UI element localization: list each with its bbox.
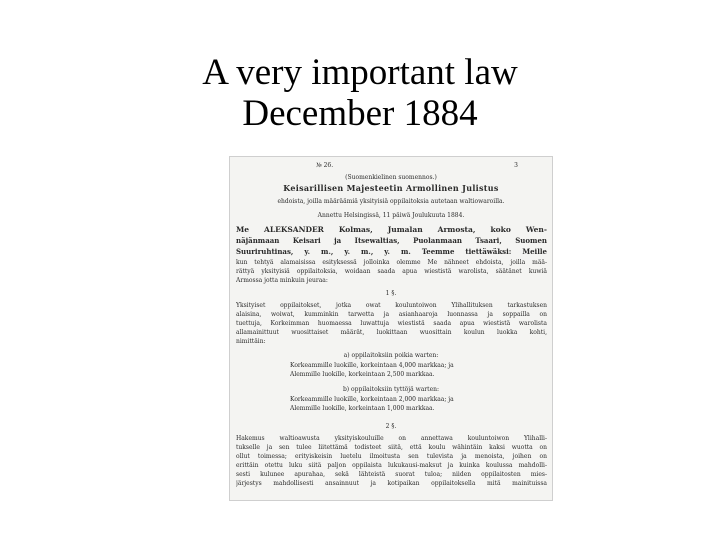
section-2-line: Hakemus waltioawusta yksityiskouluille on annettawa kouluntoiwon Ylihalli- — [236, 435, 547, 442]
intro-line: näjänmaan Keisari ja Itsewaltias, Puolanmaan Tsaari, Suomen — [236, 236, 547, 245]
section-1-line: allamainittuut wuosittaiset määrät, luokittaan wuosittain koulun luokka kohti, — [236, 329, 547, 336]
intro-line: rättyä yksityisiä oppilaitoksia, woidaan saada apua wiestistä warolista, säätänet kuwiä — [236, 268, 547, 275]
slide-title-line-2: December 1884 — [242, 93, 478, 134]
list-a-item: Alemmille luokille, korkeintaan 2,500 markkaa. — [290, 371, 435, 378]
list-a-item: Korkeammille luokille, korkeintaan 4,000 markkaa; ja — [290, 362, 454, 369]
intro-line: Armossa jotta minkuin jeuraa: — [236, 277, 328, 284]
list-b-heading: b) oppilaitoksiin tyttöjä warten: — [342, 386, 440, 393]
document-dateline: Annettu Helsingissä, 11 päiwä Joulukuuta 1884. — [317, 212, 465, 219]
intro-line: Me ALEKSANDER Kolmas, Jumalan Armosta, koko Wen- — [236, 225, 547, 234]
slide-title-line-1: A very important law — [202, 52, 518, 93]
section-2-line: erittäin otettu luku siitä paljon oppilaista lukukausi-maksut ja kuinka koulussa mahdolli- — [236, 462, 547, 469]
document-subtitle: (Suomenkielinen suomennos.) — [345, 174, 437, 181]
section-1-line: nimittäin: — [236, 338, 266, 345]
section-1-line: tuettuja, Korkeimman huomaessa luwattuja wiestistä saada apua wiestistä warolista — [236, 320, 547, 327]
document-number: № 26. — [316, 162, 334, 169]
document-page-number: 3 — [514, 162, 518, 169]
section-1-line: alaisina, woiwat, kumminkin tarwetta ja asianhaaroja luonnassa ja soppailla on — [236, 311, 547, 318]
list-a-heading: a) oppilaitoksiin poikia warten: — [343, 352, 439, 359]
scanned-law-document — [229, 156, 553, 501]
intro-line: Suuriruhtinas, y. m., y. m., y. m. Teemme tiettäwäksi: Meille — [236, 247, 547, 256]
section-1-line: Yksityiset oppilaitokset, jotka owat kouluntoiwon Ylihallituksen tarkastuksen — [236, 302, 547, 309]
list-b-item: Korkeammille luokille, korkeintaan 2,000 markkaa; ja — [290, 396, 454, 403]
list-b-item: Alemmille luokille, korkeintaan 1,000 markkaa. — [290, 405, 435, 412]
document-heading: Keisarillisen Majesteetin Armollinen Julistus — [283, 184, 499, 193]
section-2-line: ollut toimessa; erityiskeisin luetelu ilmoitusta sen tulevista ja menoista, joihen on — [236, 453, 547, 460]
section-2-heading: 2 §. — [385, 423, 397, 430]
intro-line: kun tehtyä alamaisissa esityksessä jolloinka olemme Me nähneet ehdoista, joilla mää- — [236, 259, 547, 266]
slide-title — [0, 52, 720, 134]
section-1-heading: 1 §. — [385, 290, 397, 297]
section-2-line: tukselle ja sen tulee liitettämä todisteet siitä, että koulu wähintäin kaksi wuotta on — [236, 444, 547, 451]
section-2-line: sesti kulunee apurahaa, sekä lähteistä suorat tuloa; niiden oppilaitosten mies- — [236, 471, 547, 478]
document-subheading: ehdoista, joilla määräämiä yksityisiä oppilaitoksia autetaan waltiowaroilla. — [277, 198, 505, 205]
section-2-line: järjestys mahdollisesti ansainnuut ja kotipaikan oppilaitoksella mitä mainituissa — [236, 480, 547, 487]
